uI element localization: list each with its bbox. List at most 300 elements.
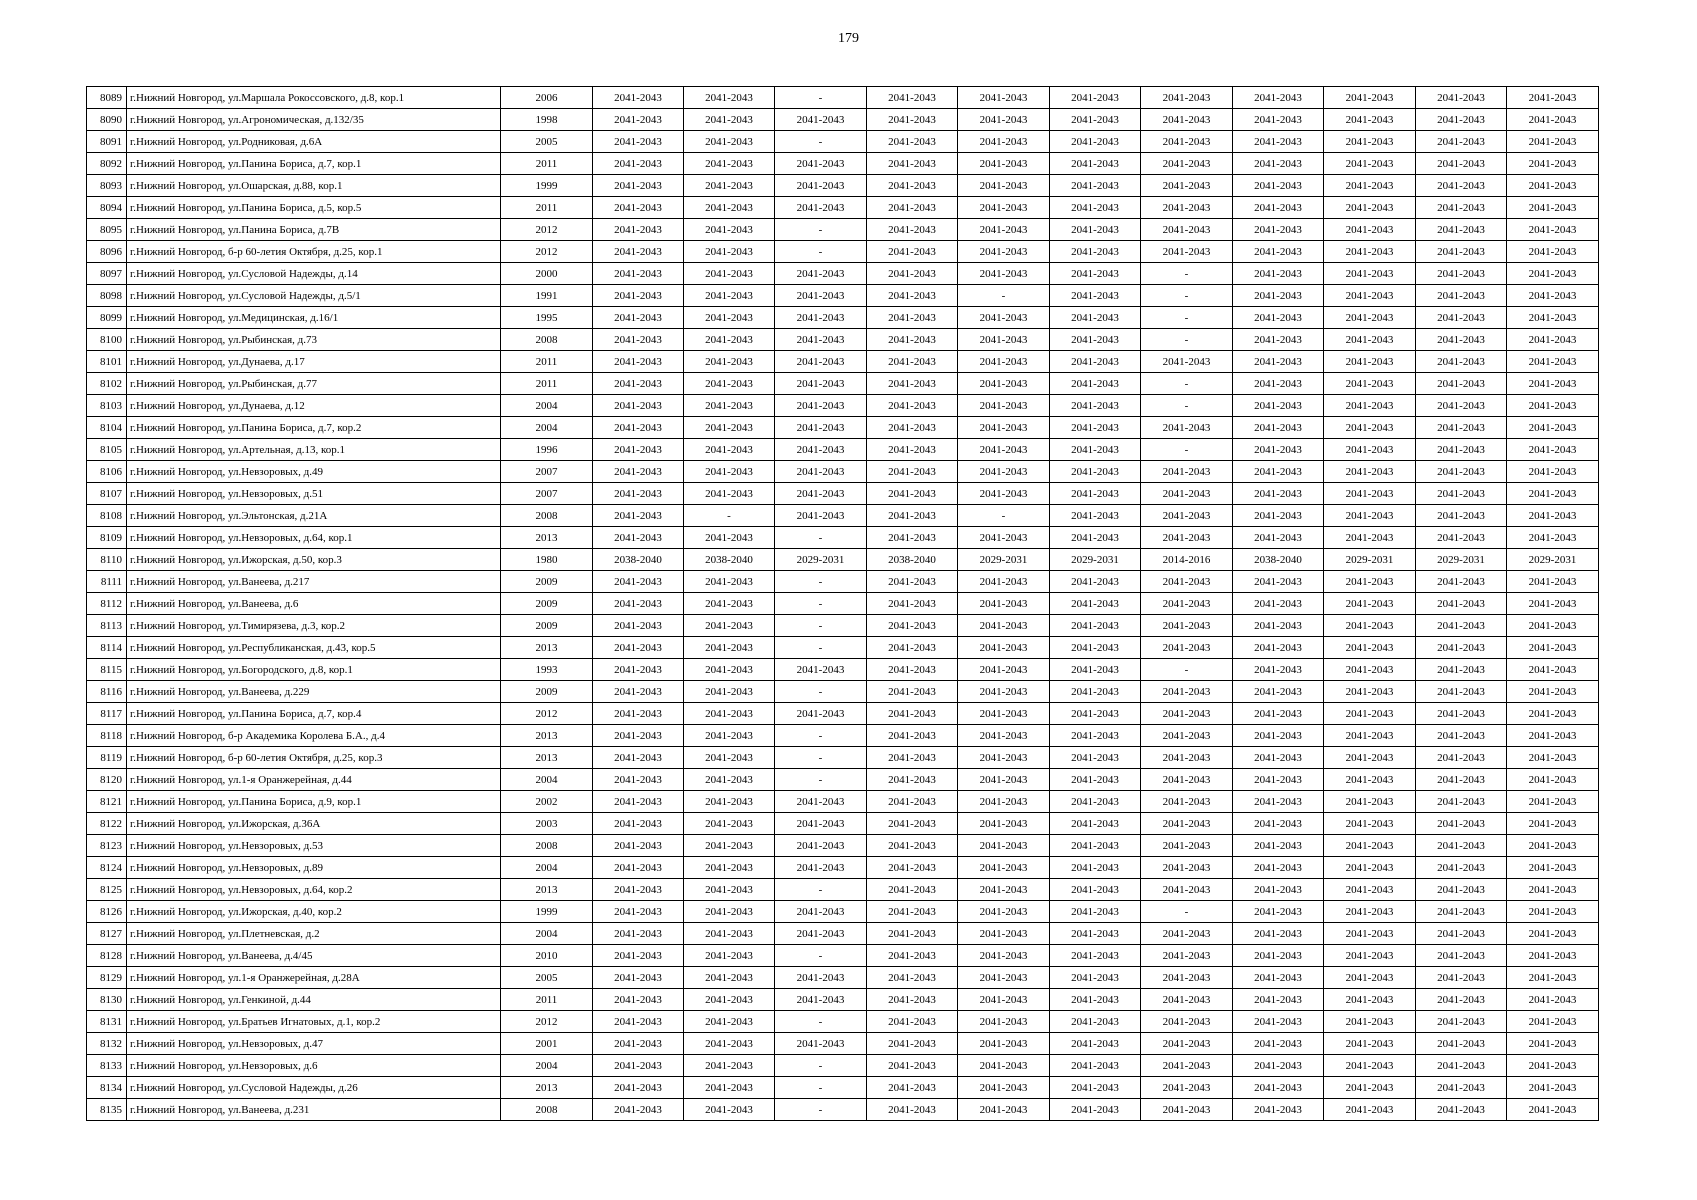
period-cell: 2041-2043	[1233, 945, 1324, 967]
period-cell: 2041-2043	[1050, 989, 1141, 1011]
row-number-cell: 8117	[87, 703, 127, 725]
period-cell: -	[958, 285, 1050, 307]
period-cell: 2041-2043	[1141, 637, 1233, 659]
period-cell: 2041-2043	[775, 153, 867, 175]
period-cell: 2041-2043	[775, 461, 867, 483]
period-cell: 2041-2043	[684, 395, 775, 417]
period-cell: 2041-2043	[1233, 769, 1324, 791]
period-cell: 2041-2043	[1141, 989, 1233, 1011]
period-cell: -	[775, 1077, 867, 1099]
period-cell: 2041-2043	[1141, 769, 1233, 791]
period-cell: 2041-2043	[1324, 659, 1416, 681]
period-cell: 2041-2043	[1233, 395, 1324, 417]
table-row	[87, 703, 1599, 725]
period-cell: 2041-2043	[1050, 461, 1141, 483]
period-cell: 2041-2043	[1416, 153, 1507, 175]
address-cell: г.Нижний Новгород, ул.Невзоровых, д.53	[127, 835, 501, 857]
period-cell: 2041-2043	[958, 615, 1050, 637]
address-cell: г.Нижний Новгород, ул.Эльтонская, д.21А	[127, 505, 501, 527]
period-cell: 2041-2043	[1507, 439, 1599, 461]
period-cell: 2041-2043	[1141, 813, 1233, 835]
period-cell: 2041-2043	[684, 329, 775, 351]
period-cell: 2041-2043	[593, 219, 684, 241]
period-cell: 2041-2043	[1233, 791, 1324, 813]
period-cell: 2041-2043	[1324, 923, 1416, 945]
table-row	[87, 879, 1599, 901]
period-cell: 2041-2043	[1141, 197, 1233, 219]
table-row	[87, 483, 1599, 505]
period-cell: 2041-2043	[1050, 109, 1141, 131]
period-cell: 2041-2043	[958, 857, 1050, 879]
period-cell: 2041-2043	[1507, 791, 1599, 813]
period-cell: 2041-2043	[1050, 241, 1141, 263]
period-cell: 2041-2043	[684, 1033, 775, 1055]
address-cell: г.Нижний Новгород, ул.Панина Бориса, д.7, кор.1	[127, 153, 501, 175]
period-cell: 2041-2043	[593, 153, 684, 175]
period-cell: 2041-2043	[1233, 241, 1324, 263]
year-cell: 2013	[501, 527, 593, 549]
row-number-cell: 8114	[87, 637, 127, 659]
period-cell: 2041-2043	[1050, 219, 1141, 241]
row-number-cell: 8110	[87, 549, 127, 571]
period-cell: 2041-2043	[1141, 879, 1233, 901]
period-cell: 2041-2043	[1141, 241, 1233, 263]
table-row	[87, 835, 1599, 857]
period-cell: 2038-2040	[684, 549, 775, 571]
period-cell: 2041-2043	[867, 263, 958, 285]
period-cell: 2041-2043	[1050, 483, 1141, 505]
period-cell: 2029-2031	[775, 549, 867, 571]
period-cell: 2041-2043	[684, 1077, 775, 1099]
row-number-cell: 8127	[87, 923, 127, 945]
period-cell: 2041-2043	[1416, 1011, 1507, 1033]
table-row	[87, 285, 1599, 307]
address-cell: г.Нижний Новгород, ул.Сусловой Надежды, д.26	[127, 1077, 501, 1099]
period-cell: 2041-2043	[1507, 219, 1599, 241]
year-cell: 2012	[501, 703, 593, 725]
period-cell: 2041-2043	[958, 1055, 1050, 1077]
address-cell: г.Нижний Новгород, ул.Генкиной, д.44	[127, 989, 501, 1011]
table-row	[87, 659, 1599, 681]
row-number-cell: 8097	[87, 263, 127, 285]
address-cell: г.Нижний Новгород, ул.Братьев Игнатовых, д.1, кор.2	[127, 1011, 501, 1033]
period-cell: 2041-2043	[867, 439, 958, 461]
row-number-cell: 8120	[87, 769, 127, 791]
row-number-cell: 8100	[87, 329, 127, 351]
period-cell: 2041-2043	[1507, 615, 1599, 637]
period-cell: 2041-2043	[1141, 1011, 1233, 1033]
period-cell: 2041-2043	[775, 351, 867, 373]
period-cell: 2041-2043	[1141, 857, 1233, 879]
period-cell: 2041-2043	[1050, 571, 1141, 593]
period-cell: 2041-2043	[1050, 1055, 1141, 1077]
table-row	[87, 747, 1599, 769]
period-cell: 2041-2043	[684, 637, 775, 659]
address-cell: г.Нижний Новгород, ул.Плетневская, д.2	[127, 923, 501, 945]
period-cell: 2041-2043	[1416, 1099, 1507, 1121]
period-cell: 2041-2043	[1050, 307, 1141, 329]
period-cell: 2041-2043	[1416, 967, 1507, 989]
period-cell: 2041-2043	[684, 527, 775, 549]
period-cell: 2041-2043	[684, 131, 775, 153]
period-cell: 2041-2043	[867, 483, 958, 505]
period-cell: 2041-2043	[1416, 769, 1507, 791]
period-cell: -	[775, 615, 867, 637]
period-cell: 2041-2043	[1507, 1055, 1599, 1077]
table-row	[87, 769, 1599, 791]
period-cell: 2041-2043	[1324, 219, 1416, 241]
period-cell: 2041-2043	[1507, 681, 1599, 703]
year-cell: 2007	[501, 461, 593, 483]
period-cell: 2041-2043	[1233, 461, 1324, 483]
period-cell: 2041-2043	[1050, 351, 1141, 373]
year-cell: 2004	[501, 417, 593, 439]
address-cell: г.Нижний Новгород, ул.1-я Оранжерейная, д.28А	[127, 967, 501, 989]
row-number-cell: 8116	[87, 681, 127, 703]
period-cell: 2041-2043	[867, 1011, 958, 1033]
period-cell: 2041-2043	[775, 175, 867, 197]
year-cell: 2007	[501, 483, 593, 505]
period-cell: 2041-2043	[1416, 571, 1507, 593]
address-cell: г.Нижний Новгород, ул.Родниковая, д.6А	[127, 131, 501, 153]
period-cell: 2041-2043	[867, 769, 958, 791]
period-cell: 2041-2043	[958, 329, 1050, 351]
period-cell: 2041-2043	[593, 813, 684, 835]
period-cell: 2041-2043	[958, 87, 1050, 109]
period-cell: 2041-2043	[684, 241, 775, 263]
period-cell: 2041-2043	[1233, 439, 1324, 461]
period-cell: 2041-2043	[958, 681, 1050, 703]
period-cell: 2041-2043	[593, 1033, 684, 1055]
period-cell: -	[1141, 395, 1233, 417]
period-cell: 2041-2043	[867, 945, 958, 967]
year-cell: 2012	[501, 1011, 593, 1033]
address-cell: г.Нижний Новгород, ул.Агрономическая, д.132/35	[127, 109, 501, 131]
period-cell: 2041-2043	[1141, 923, 1233, 945]
period-cell: 2041-2043	[1416, 395, 1507, 417]
table-row	[87, 857, 1599, 879]
period-cell: -	[775, 87, 867, 109]
address-cell: г.Нижний Новгород, ул.Медицинская, д.16/1	[127, 307, 501, 329]
period-cell: 2041-2043	[958, 659, 1050, 681]
period-cell: 2041-2043	[1507, 395, 1599, 417]
address-cell: г.Нижний Новгород, б-р 60-летия Октября, д.25, кор.3	[127, 747, 501, 769]
period-cell: 2041-2043	[1416, 901, 1507, 923]
period-cell: 2041-2043	[1141, 109, 1233, 131]
period-cell: 2041-2043	[1141, 835, 1233, 857]
year-cell: 2008	[501, 835, 593, 857]
period-cell: 2041-2043	[958, 879, 1050, 901]
table-row	[87, 1033, 1599, 1055]
period-cell: 2041-2043	[958, 901, 1050, 923]
period-cell: 2041-2043	[1324, 395, 1416, 417]
address-cell: г.Нижний Новгород, ул.Богородского, д.8, кор.1	[127, 659, 501, 681]
period-cell: 2041-2043	[1507, 505, 1599, 527]
period-cell: 2041-2043	[684, 87, 775, 109]
period-cell: 2041-2043	[684, 747, 775, 769]
period-cell: 2041-2043	[1507, 769, 1599, 791]
period-cell: 2041-2043	[1233, 1099, 1324, 1121]
address-cell: г.Нижний Новгород, ул.Ванеева, д.229	[127, 681, 501, 703]
period-cell: 2041-2043	[958, 131, 1050, 153]
period-cell: 2041-2043	[593, 747, 684, 769]
year-cell: 2009	[501, 681, 593, 703]
period-cell: 2041-2043	[1416, 329, 1507, 351]
table-row	[87, 989, 1599, 1011]
period-cell: 2041-2043	[775, 307, 867, 329]
period-cell: 2041-2043	[1141, 725, 1233, 747]
address-cell: г.Нижний Новгород, б-р 60-летия Октября, д.25, кор.1	[127, 241, 501, 263]
period-cell: 2041-2043	[867, 87, 958, 109]
row-number-cell: 8119	[87, 747, 127, 769]
period-cell: 2041-2043	[775, 923, 867, 945]
period-cell: 2041-2043	[684, 681, 775, 703]
year-cell: 1998	[501, 109, 593, 131]
period-cell: 2041-2043	[1507, 813, 1599, 835]
period-cell: 2041-2043	[1416, 351, 1507, 373]
address-cell: г.Нижний Новгород, ул.Панина Бориса, д.7, кор.2	[127, 417, 501, 439]
row-number-cell: 8115	[87, 659, 127, 681]
period-cell: 2041-2043	[1050, 285, 1141, 307]
period-cell: 2041-2043	[1233, 593, 1324, 615]
period-cell: 2041-2043	[1507, 131, 1599, 153]
address-cell: г.Нижний Новгород, ул.Тимирязева, д.3, кор.2	[127, 615, 501, 637]
address-cell: г.Нижний Новгород, б-р Академика Королева Б.А., д.4	[127, 725, 501, 747]
period-cell: 2041-2043	[1141, 461, 1233, 483]
row-number-cell: 8128	[87, 945, 127, 967]
period-cell: 2041-2043	[1507, 175, 1599, 197]
period-cell: 2041-2043	[1507, 307, 1599, 329]
table-row	[87, 615, 1599, 637]
table-row	[87, 351, 1599, 373]
address-cell: г.Нижний Новгород, ул.Невзоровых, д.89	[127, 857, 501, 879]
year-cell: 2000	[501, 263, 593, 285]
period-cell: 2038-2040	[867, 549, 958, 571]
year-cell: 2010	[501, 945, 593, 967]
period-cell: 2041-2043	[867, 813, 958, 835]
row-number-cell: 8107	[87, 483, 127, 505]
row-number-cell: 8091	[87, 131, 127, 153]
period-cell: 2041-2043	[1233, 219, 1324, 241]
address-cell: г.Нижний Новгород, ул.Дунаева, д.12	[127, 395, 501, 417]
period-cell: 2041-2043	[1233, 351, 1324, 373]
period-cell: 2041-2043	[1507, 329, 1599, 351]
period-cell: 2041-2043	[958, 241, 1050, 263]
period-cell: 2041-2043	[684, 439, 775, 461]
period-cell: 2041-2043	[1416, 483, 1507, 505]
period-cell: 2041-2043	[1050, 329, 1141, 351]
period-cell: 2041-2043	[867, 153, 958, 175]
period-cell: 2029-2031	[1050, 549, 1141, 571]
period-cell: 2041-2043	[1416, 373, 1507, 395]
period-cell: 2041-2043	[1324, 1077, 1416, 1099]
year-cell: 2004	[501, 857, 593, 879]
period-cell: 2041-2043	[775, 1033, 867, 1055]
period-cell: 2041-2043	[775, 373, 867, 395]
period-cell: 2041-2043	[958, 593, 1050, 615]
year-cell: 2004	[501, 1055, 593, 1077]
period-cell: 2041-2043	[1416, 681, 1507, 703]
period-cell: 2041-2043	[958, 923, 1050, 945]
period-cell: 2041-2043	[1324, 527, 1416, 549]
period-cell: 2041-2043	[867, 527, 958, 549]
period-cell: 2041-2043	[1507, 373, 1599, 395]
period-cell: 2041-2043	[1050, 945, 1141, 967]
table-row	[87, 593, 1599, 615]
period-cell: 2041-2043	[775, 835, 867, 857]
period-cell: 2041-2043	[1416, 131, 1507, 153]
period-cell: 2041-2043	[1050, 439, 1141, 461]
period-cell: 2041-2043	[867, 197, 958, 219]
table-row	[87, 153, 1599, 175]
period-cell: 2041-2043	[958, 945, 1050, 967]
period-cell: 2041-2043	[867, 989, 958, 1011]
period-cell: 2041-2043	[1050, 263, 1141, 285]
period-cell: 2041-2043	[593, 791, 684, 813]
period-cell: 2041-2043	[867, 351, 958, 373]
period-cell: 2041-2043	[1233, 483, 1324, 505]
period-cell: 2041-2043	[775, 197, 867, 219]
period-cell: -	[775, 131, 867, 153]
period-cell: 2041-2043	[1324, 87, 1416, 109]
period-cell: 2041-2043	[867, 219, 958, 241]
row-number-cell: 8121	[87, 791, 127, 813]
period-cell: 2041-2043	[1416, 857, 1507, 879]
period-cell: 2041-2043	[593, 571, 684, 593]
year-cell: 2012	[501, 219, 593, 241]
period-cell: 2041-2043	[1050, 131, 1141, 153]
period-cell: 2041-2043	[1507, 1099, 1599, 1121]
period-cell: 2041-2043	[1324, 835, 1416, 857]
period-cell: 2041-2043	[1050, 769, 1141, 791]
year-cell: 2012	[501, 241, 593, 263]
period-cell: 2041-2043	[1050, 153, 1141, 175]
period-cell: 2041-2043	[958, 373, 1050, 395]
period-cell: 2041-2043	[1416, 1077, 1507, 1099]
table-row	[87, 527, 1599, 549]
period-cell: 2041-2043	[1050, 659, 1141, 681]
address-cell: г.Нижний Новгород, ул.Невзоровых, д.64, кор.2	[127, 879, 501, 901]
period-cell: 2041-2043	[593, 703, 684, 725]
period-cell: 2041-2043	[1416, 813, 1507, 835]
table-row	[87, 505, 1599, 527]
period-cell: 2041-2043	[1416, 285, 1507, 307]
period-cell: 2041-2043	[1233, 131, 1324, 153]
table-row	[87, 329, 1599, 351]
table-row	[87, 439, 1599, 461]
period-cell: 2041-2043	[958, 725, 1050, 747]
period-cell: 2041-2043	[1507, 747, 1599, 769]
period-cell: 2041-2043	[1324, 483, 1416, 505]
period-cell: 2041-2043	[684, 483, 775, 505]
period-cell: 2041-2043	[1050, 967, 1141, 989]
period-cell: 2041-2043	[1141, 967, 1233, 989]
period-cell: 2041-2043	[1507, 197, 1599, 219]
address-cell: г.Нижний Новгород, ул.Сусловой Надежды, д.5/1	[127, 285, 501, 307]
period-cell: 2041-2043	[593, 461, 684, 483]
address-cell: г.Нижний Новгород, ул.Маршала Рокоссовского, д.8, кор.1	[127, 87, 501, 109]
period-cell: 2041-2043	[867, 1099, 958, 1121]
address-cell: г.Нижний Новгород, ул.Панина Бориса, д.7В	[127, 219, 501, 241]
period-cell: 2041-2043	[1324, 351, 1416, 373]
period-cell: 2041-2043	[958, 395, 1050, 417]
period-cell: 2041-2043	[1324, 285, 1416, 307]
table-row	[87, 571, 1599, 593]
period-cell: 2041-2043	[867, 1055, 958, 1077]
period-cell: 2041-2043	[1324, 329, 1416, 351]
period-cell: 2041-2043	[867, 879, 958, 901]
period-cell: 2041-2043	[1233, 835, 1324, 857]
period-cell: 2041-2043	[867, 395, 958, 417]
table-row	[87, 681, 1599, 703]
period-cell: 2041-2043	[1233, 857, 1324, 879]
period-cell: 2041-2043	[1324, 813, 1416, 835]
period-cell: 2041-2043	[958, 835, 1050, 857]
period-cell: 2041-2043	[958, 351, 1050, 373]
period-cell: 2041-2043	[593, 175, 684, 197]
period-cell: -	[775, 571, 867, 593]
row-number-cell: 8105	[87, 439, 127, 461]
period-cell: 2041-2043	[1324, 945, 1416, 967]
period-cell: 2041-2043	[1416, 241, 1507, 263]
period-cell: 2041-2043	[1050, 373, 1141, 395]
period-cell: 2041-2043	[593, 593, 684, 615]
period-cell: 2041-2043	[1507, 109, 1599, 131]
table-row	[87, 109, 1599, 131]
period-cell: 2041-2043	[684, 923, 775, 945]
period-cell: 2041-2043	[593, 285, 684, 307]
period-cell: 2029-2031	[1324, 549, 1416, 571]
row-number-cell: 8104	[87, 417, 127, 439]
period-cell: 2041-2043	[1233, 263, 1324, 285]
table-body	[87, 87, 1599, 1121]
period-cell: 2041-2043	[1233, 373, 1324, 395]
period-cell: 2038-2040	[593, 549, 684, 571]
period-cell: 2041-2043	[1141, 1033, 1233, 1055]
period-cell: 2041-2043	[1507, 857, 1599, 879]
period-cell: 2041-2043	[775, 439, 867, 461]
period-cell: 2041-2043	[1050, 1033, 1141, 1055]
table-row	[87, 373, 1599, 395]
period-cell: 2041-2043	[1233, 1033, 1324, 1055]
table-row	[87, 945, 1599, 967]
period-cell: 2041-2043	[684, 989, 775, 1011]
period-cell: 2041-2043	[1416, 439, 1507, 461]
period-cell: 2041-2043	[958, 417, 1050, 439]
year-cell: 2011	[501, 153, 593, 175]
period-cell: 2041-2043	[1507, 483, 1599, 505]
period-cell: 2041-2043	[684, 1011, 775, 1033]
row-number-cell: 8134	[87, 1077, 127, 1099]
period-cell: 2041-2043	[1050, 747, 1141, 769]
period-cell: 2041-2043	[1233, 1011, 1324, 1033]
table-row	[87, 549, 1599, 571]
period-cell: 2029-2031	[1507, 549, 1599, 571]
table-row	[87, 791, 1599, 813]
period-cell: 2041-2043	[1416, 263, 1507, 285]
period-cell: 2041-2043	[593, 1077, 684, 1099]
period-cell: 2041-2043	[867, 109, 958, 131]
period-cell: 2041-2043	[1507, 461, 1599, 483]
period-cell: 2041-2043	[775, 703, 867, 725]
year-cell: 2004	[501, 395, 593, 417]
period-cell: 2041-2043	[1141, 219, 1233, 241]
table-row	[87, 131, 1599, 153]
table-row	[87, 241, 1599, 263]
period-cell: 2041-2043	[1324, 1011, 1416, 1033]
period-cell: 2041-2043	[1324, 307, 1416, 329]
table-row	[87, 1011, 1599, 1033]
